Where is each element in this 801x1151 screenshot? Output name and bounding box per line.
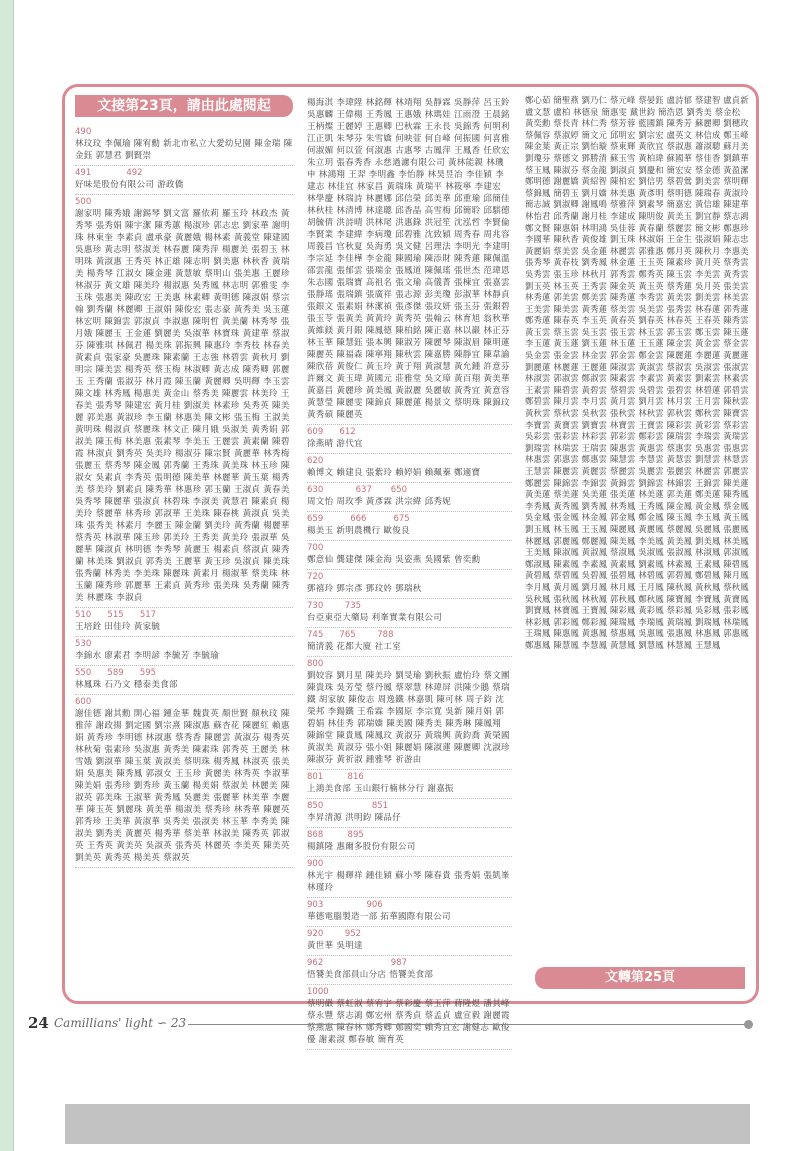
- postal-code: 903 906: [307, 900, 383, 910]
- donor-names: 劉姣容 劉月星 陳美玲 劉旻瑜 劉秋振 盧怡玲 蔡文團 陳貴珠 吳芳瑩 蔡丹鳳 蔡翠慧 林瑋屏 洪陳少鵝 蔡瑞鐵 胡家敏 陳俊志 周逸鐵 林嘉凱 陳可林 周子鈞 沈榮邦 李鍚鐵 王希霖 李國原 李宗寬 吳新 陳月娟 郭碧娟 林佳秀 郭瑞嬌 陳美國 陳秀美 陳秀琳 陳鳳翔 陳錦堂 陳貴鳳 陳鳳玟 黃淑芬 黃瑞興 黃鈞喬 黃榮國 黃淑美 黃淑芬 張小姐 陳麗娟 陳淑蓮 陳麗卿 沈淑珍 陳淑芬 黃祈淑 鍾雅琴 祈游由: [307, 671, 510, 765]
- donor-names: 周文怡 周玫季 黃彥霖 洪宗緯 邱秀妮: [307, 497, 452, 507]
- postal-section: [75, 166, 293, 195]
- postal-code: 920 952: [307, 929, 362, 939]
- postal-code: 620: [307, 456, 324, 466]
- postal-code: 491 492: [75, 168, 143, 178]
- postal-code: 800: [307, 659, 324, 669]
- footer-dot: [744, 1020, 753, 1029]
- donor-names: 楊美玉 新明農機行 歐俊良: [307, 526, 410, 536]
- postal-code: 490: [75, 127, 92, 137]
- postal-section: [307, 927, 512, 956]
- postal-section: [307, 828, 512, 857]
- continued-to-banner: 文轉第25頁: [535, 967, 745, 989]
- postal-code: 868 895: [307, 830, 364, 840]
- postal-code: 609 612: [307, 427, 356, 437]
- postal-section: [307, 799, 512, 828]
- donor-names: 好味是股份有限公司 游政僑: [75, 180, 184, 190]
- postal-section: [75, 608, 293, 637]
- postal-code: 801 816: [307, 772, 364, 782]
- column-3: [525, 95, 751, 935]
- postal-code: 659 666 675: [307, 514, 410, 524]
- column-3-names: 鄭心茹 簡聖燕 劉乃仁 蔡元峰 蔡晏鈺 盧詩郁 蔡建智 盧貞新 盧文慧 盧柏 林德泉 簡惠雯 戴世鈞 簡浩恩 劉秀美 蔡金松 黃奕勳 蔡長青 林仁秀 蔡芳蓉 藍國鎮 陳秀芳 蘇麗卿 劉穗玫 蔡佩容 蔡淑婷 簡文元 邱明宏 劉宗宏 盧英文 林信成 鄭玉峰 陳金葉 黃正宗 劉怡璇 蔡東輝 黃欣宜 蔡淑惠 蕭淑聰 蘇月美 劉瓊芬 蔡德文 鄧勝清 蘇玉雪 黃柏瑋 蘇國華 蔡佳香 劉鎮華 蔡玉鳳 陳淑芬 蔡金龍 劉淑貞 劉慶和 簡宏安 蔡金德 黃盈潔 鄭明德 謝麗嬌 黃紹智 陳柏宏 劉信男 蔡碧鶯 劉美雲 蔡明輝 蔡錦鳳 簡碧玉 劉月嬌 林美惠 黃彥明 蔡明德 陳瑞春 黃淑玲 簡志誠 劉淑卿 謝鳳鳴 蔡雅萍 劉素琴 簡嘉宏 黃信雄 陳建華 林怡君 邱秀蘭 謝月桂 李建成 陳明俊 黃美玉 劉宜靜 蔡志鴻 鄭文賢 陳惠娟 林明鴻 吳佳蓉 黃春蘭 蔡麗雲 簡文彬 鄭惠珍 李國華 陳秋香 黃俊雄 劉玉珠 林淑娟 王金生 張淑娟 陳志忠 黃麗娟 蔡美雲 吳金蓮 林麗雲 郭雅惠 鄭月英 陳秋月 李惠美 張秀琴 黃春枝 劉秀鳳 林金蓮 王玉英 陳素珍 黃月英 蔡秀雲 吳秀雲 張玉珍 林秋月 郭秀雲 鄭秀英 陳玉雲 李美雲 黃秀雲 劉玉英 林玉英 王秀雲 陳金英 黃玉英 蔡秀蓮 吳月英 張美雲 林秀蓮 郭美雲 鄭美雲 陳秀蓮 李秀雲 黃美雲 劉美雲 林美雲 王美雲 陳美雲 黃秀蓮 蔡美雲 吳美雲 張秀雲 林春蓮 郭秀蓮 鄭秀蓮 陳春英 李玉英 黃春英 劉春英 林春英 王春英 陳秀雲 黃玉雲 蔡玉雲 吳玉雲 張玉雲 林玉雲 郭玉雲 鄭玉雲 陳玉蓮 李玉蓮 黃玉蓮 劉玉蓮 林玉蓮 王玉蓮 陳金雲 黃金雲 蔡金雲 吳金雲 張金雲 林金雲 郭金雲 鄭金雲 陳麗蓮 李麗蓮 黃麗蓮 劉麗蓮 林麗蓮 王麗蓮 陳淑雲 黃淑雲 蔡淑雲 吳淑雲 張淑雲 林淑雲 郭淑雲 鄭淑雲 陳素雲 李素雲 黃素雲 劉素雲 林素雲 王素雲 陳碧雲 黃碧雲 蔡碧雲 吳碧雲 張碧雲 林碧蓮 郭碧雲 鄭碧雲 陳月雲 李月雲 黃月雲 劉月雲 林月雲 王月雲 陳秋雲 黃秋雲 蔡秋雲 吳秋雲 張秋雲 林秋雲 郭秋雲 鄭秋雲 陳寶雲 李寶雲 黃寶雲 劉寶雲 林寶雲 王寶雲 陳彩雲 黃彩雲 蔡彩雲 吳彩雲 張彩雲 林彩雲 郭彩雲 鄭彩雲 陳瑞雲 李瑞雲 黃瑞雲 劉瑞雲 林瑞雲 王瑞雲 陳惠雲 黃惠雲 蔡惠雲 吳惠雲 張惠雲 林惠雲 郭惠雲 鄭惠雲 陳慧雲 李慧雲 黃慧雲 劉慧雲 林慧雲 王慧雲 陳麗雲 黃麗雲 蔡麗雲 吳麗雲 張麗雲 林麗雲 郭麗雲 鄭麗雲 陳錦雲 李錦雲 黃錦雲 劉錦雲 林錦雲 王錦雲 陳美蓮 黃美蓮 蔡美蓮 吳美蓮 張美蓮 林美蓮 郭美蓮 鄭美蓮 陳秀鳳 李秀鳳 黃秀鳳 劉秀鳳 林秀鳳 王秀鳳 陳金鳳 黃金鳳 蔡金鳳 吳金鳳 張金鳳 林金鳳 郭金鳳 鄭金鳳 陳玉鳳 李玉鳳 黃玉鳳 劉玉鳳 林玉鳳 王玉鳳 陳麗鳳 黃麗鳳 蔡麗鳳 吳麗鳳 張麗鳳 林麗鳳 郭麗鳳 鄭麗鳳 陳美鳳 李美鳳 黃美鳳 劉美鳳 林美鳳 王美鳳 陳淑鳳 黃淑鳳 蔡淑鳳 吳淑鳳 張淑鳳 林淑鳳 郭淑鳳 鄭淑鳳 陳素鳳 李素鳳 黃素鳳 劉素鳳 林素鳳 王素鳳 陳碧鳳 黃碧鳳 蔡碧鳳 吳碧鳳 張碧鳳 林碧鳳 郭碧鳳 鄭碧鳳 陳月鳳 李月鳳 黃月鳳 劉月鳳 林月鳳 王月鳳 陳秋鳳 黃秋鳳 蔡秋鳳 吳秋鳳 張秋鳳 林秋鳳 郭秋鳳 鄭秋鳳 陳寶鳳 李寶鳳 黃寶鳳 劉寶鳳 林寶鳳 王寶鳳 陳彩鳳 黃彩鳳 蔡彩鳳 吳彩鳳 張彩鳳 林彩鳳 郭彩鳳 鄭彩鳳 陳瑞鳳 李瑞鳳 黃瑞鳳 劉瑞鳳 林瑞鳳 王瑞鳳 陳惠鳳 黃惠鳳 蔡惠鳳 吳惠鳳 張惠鳳 林惠鳳 郭惠鳳 鄭惠鳳 陳慧鳳 李慧鳳 黃慧鳳 劉慧鳳 林慧鳳 王慧鳳: [525, 95, 749, 650]
- donor-names: 上鴻美食部 玉山銀行楠林分行 謝嘉振: [307, 784, 454, 794]
- postal-section: [307, 898, 512, 927]
- postal-section: [307, 512, 512, 541]
- donor-names: 謝家明 陳秀娥 謝錫琴 劉文富 羅依莉 羅玉玲 林政杰 黃秀琴 張秀娟 陳宇潔 陳秀蕙 楊淑珍 郭志忠 劉家華 謝明珠 林東奎 李素貞 盧承豪 黃麗娥 楊林素 黃義堂 陳建國 吳惠珍 黃志明 蔡淑美 林春麗 陳秀萍 楊麗美 張碧玉 林明珠 黃淑惠 王秀英 林正雄 陳志明 劉美惠 林秋香 黃瑞美 楊秀琴 江淑女 陳金蓮 黃慧敏 蔡明山 張美惠 王麗珍 林淑芬 黃文雄 陳美玲 楊淑惠 吳秀鳳 林志明 郭雅雯 李玉珠 張惠美 陳政宏 王美惠 林素卿 黃明德 陳淑娟 蔡宗翰 劉秀蘭 林麗卿 王淑娟 陳俊宏 張志豪 黃秀美 吳玉蓮 林宏明 陳錦雲 郭淑貞 李淑惠 陳明哲 黃美蘭 林秀琴 張月娥 陳麗玉 王金蓮 劉麗美 吳淑華 林寶珠 黃建華 蔡淑芬 陳雅琪 林佩君 楊美珠 郭振興 陳惠玲 李秀枝 林春美 黃素貞 張家豪 吳麗珠 陳素蘭 王志強 林碧雲 黃秋月 劉明宗 陳美雲 楊秀英 蔡玉梅 林淑卿 黃志成 陳秀卿 郭麗玉 王秀蘭 張淑芬 林月霞 陳玉蘭 黃麗卿 吳明輝 李玉雲 陳文雄 林秀鳳 楊惠美 黃金山 蔡秀美 陳麗雲 林美玲 王春美 張秀琴 陳建宏 黃月桂 劉淑美 林素珍 吳秀英 陳美麗 郭美惠 黃淑珍 李玉蘭 林惠美 陳文彬 張玉梅 王淑美 黃明珠 楊淑貞 蔡麗珠 林文正 陳月娥 吳淑美 黃秀娟 郭淑美 陳玉梅 林美惠 張素琴 李美玉 王麗雲 黃素蘭 陳碧霞 林淑貞 劉秀英 吳美玲 楊淑芬 陳宗賢 黃麗華 林秀梅 張麗玉 蔡秀琴 陳金鳳 郭秀蘭 王秀珠 黃美珠 林玉珍 陳淑女 吳素貞 李秀英 張明德 陳美華 林麗華 黃玉葉 楊秀美 蔡美玲 劉素貞 陳秀華 林惠珍 郭玉蘭 王淑貞 黃春美 吳秀琴 陳麗華 張淑貞 林碧珠 李淑美 黃慧君 陳素貞 楊美玲 蔡麗華 林秀珍 郭淑華 王美珠 陳春桃 黃淑貞 吳美珠 張秀美 林素月 李麗玉 陳金蘭 劉美玲 黃秀蘭 楊麗華 蔡秀英 林淑華 陳玉珍 郭美玲 王秀美 黃美玲 張淑華 吳麗華 陳淑貞 林明德 李秀琴 黃麗玉 楊素貞 蔡淑貞 陳秀蘭 林美珠 劉淑貞 郭秀美 王麗華 黃玉珍 吳淑貞 陳美珠 張秀蘭 林秀美 李美珠 陳麗珠 黃素月 楊淑華 蔡美珠 林玉蘭 陳秀珍 郭麗華 王素貞 黃秀珍 張美珠 吳秀蘭 陳秀美 林麗珠 李淑貞: [75, 209, 290, 603]
- donor-names: 蔡明嚴 蔡虹淑 蔡宥宇 蔡彩慶 蔡玉萍 蔣隆煜 潘其峰 蔡永豐 蔡志鴻 鄭宏州 蔡秀貞 蔡孟貞 盧宣毅 謝麗霞 蔡燕惠 陳春林 鄭秀卿 鄭國奕 賴秀宜宏 謝健志 歐俊優 謝素淑 鄭春敏 簡育英: [307, 999, 510, 1045]
- postal-section: [75, 666, 293, 695]
- donor-names: 王培銓 田佳玲 黃家毓: [75, 622, 161, 632]
- magazine-title: Camillians' light ∽ 23: [54, 1016, 187, 1030]
- postal-code: 500: [75, 197, 92, 207]
- postal-section: [307, 857, 512, 898]
- page-number: 24: [28, 1014, 49, 1032]
- postal-section: [307, 770, 512, 799]
- bottom-gray-bar: [65, 1104, 750, 1144]
- postal-section: [307, 599, 512, 628]
- footer-rule: [188, 1024, 748, 1025]
- donor-names: 林光宇 楊輝祥 鍾佳穎 蘇小琴 陳春貴 張秀娟 張凱峯 林瑾玲: [307, 871, 510, 893]
- postal-section: [307, 454, 512, 483]
- postal-section: [307, 570, 512, 599]
- donor-names: 李昇清源 洪明鈞 陳品仔: [307, 813, 402, 823]
- donor-names: 楊海淇 李瑋陞 林銘輝 林靖翔 吳靜霖 吳靜萍 呂玉鈴 吳惠麟 王偉楊 王秀鳳 王惠娥 林瑪娃 江雨澄 王晨銘 王柄燦 王麗婷 王惠卿 巴秋霖 王永長 吳錦秀 何明利 江正凱 朱琴芬 朱雪嬌 何映萱 何自峰 何振國 何喜雅 何淑媚 何以萱 何淑惠 古惠琴 古鳳萍 王鳳香 任欣宏 朱立玥 張春秀香 永慈過濾有限公司 黃林能親 林璣申 林鴻翔 王羿 李明鑫 李怡靜 林昊昱冶 李佳穎 李建志 林佳宜 林家昌 黃瑞珠 黃瑞平 林筱寧 李建宏 林學慶 林瑞詩 林麗娜 邱信榮 邱美華 邱重瑜 邱簡佳 林秋桂 林清博 林達聰 邱香晶 高雪梅 邱簡聆 邱騏德 胡毓倩 洪詩晴 洪林尾 洪惠錄 洪冠笙 沈泓哲 李賢倫 李賢業 李建緯 李病瓊 邱碧雅 沈致穎 周秀春 周兆容 周義昌 官秋夏 吳海勇 吳文健 呂理法 李明光 李建明 李宗延 李佳樺 李金龍 陳國瑜 陳添財 陳秀蓮 陳佩溫 邵雲龍 張郁雲 張瑞金 張鳳道 陳佩瑤 張世杰 范瑋恩 朱志國 張瑞寶 高祖名 張文瑜 高儀菁 張棟宜 張嘉雲 張靜瑤 張瑞鎮 張廣祥 張志源 彭美瓊 彭淑華 林靜貞 張銀文 張素娟 林潔禎 張彥傑 張玟妍 張玉芬 張銀碧 張玉苓 張黃美 黃黃玲 黃秀英 張翰云 林育旭 翁秋華 黃維鎂 黃月銀 陳鳳德 陳柏銘 陳正嘉 林以巖 林正芬 林玉華 陳慧鈺 張本興 陳淑芳 陳麗琴 陳淑眉 陳明蓮 陳麗英 陳福森 陳寧翔 陳秋雲 陳嘉勝 陳靜宜 陳韋諭 陳欣蓓 黃俊仁 黃玉玲 黃于翔 黃淑慧 黃允鍾 許意芬 許爾文 黃玉瑋 黃國元 莊雅堂 吳文璋 黃百翔 黃美華 黃嘉昌 黃麗珍 黃美鳳 黃淑麗 吳麗敏 黃秀宜 黃意容 黃慧瑩 陳麗雯 陳錦貞 陳麗蓮 楊景文 蔡明珠 陳錦玟 黃秀碩 陳麗英: [307, 98, 510, 420]
- postal-section: [307, 425, 512, 454]
- donor-names: 李錦水 廖素君 李明諺 李毓芳 李毓瑜: [75, 651, 220, 661]
- postal-code: 600: [75, 697, 92, 707]
- postal-code: 700: [307, 543, 324, 553]
- postal-code: 745 765 788: [307, 630, 394, 640]
- donor-names: 簡清義 花都大廈 社工室: [307, 642, 402, 652]
- postal-section: [307, 95, 512, 425]
- donor-names: 鄭意仙 龔建傑 陳金海 吳姿燕 吳國紫 曾奕勳: [307, 555, 481, 565]
- postal-section: [307, 628, 512, 657]
- postal-section: [75, 637, 293, 666]
- postal-code: 730 735: [307, 601, 362, 611]
- column-2: [307, 95, 512, 1050]
- donor-names: 黃世華 吳明達: [307, 941, 363, 951]
- donor-names: 楊鎮隆 惠爾多股份有限公司: [307, 842, 416, 852]
- postal-code: 962 987: [307, 958, 407, 968]
- continued-from-banner: 文接第23頁，請由此處閱起: [75, 95, 293, 117]
- postal-section: [307, 956, 512, 985]
- postal-section: [75, 695, 293, 868]
- column-2-list: [307, 95, 512, 1050]
- postal-section: [307, 657, 512, 770]
- postal-code: 1000: [307, 987, 329, 997]
- donor-names: 華德電腦製造一部 拓華國際有限公司: [307, 912, 451, 922]
- column-1: [75, 95, 293, 868]
- postal-code: 630 637 650: [307, 485, 408, 495]
- donor-names: 悟饕美食部員山分店 悟饕美食部: [307, 970, 434, 980]
- postal-section: [307, 541, 512, 570]
- donor-names: 台亞東亞大藥局 利峯實業有限公司: [307, 613, 443, 623]
- postal-code: 720: [307, 572, 324, 582]
- donor-names: 賴博文 賴建良 張紫玲 賴婷娟 賴珮蓁 鄭適寶: [307, 468, 481, 478]
- postal-section: [75, 125, 293, 166]
- donor-names: 謝佳德 謝其勳 開心福 鍾金華 魏貴英 顏世賢 顏秋玟 陳雅萍 謝政揚 劉定國 劉宗熹 陳淑惠 蘇杏花 陳麗紅 賴惠娟 黃秀珍 李明德 林淑惠 蔡秀香 陳麗雲 黃淑芬 楊秀英 林秋菊 張素珍 吳淑惠 黃秀美 陳素珠 郭秀英 王麗美 林雪娥 劉淑華 陳玉葉 黃淑美 蔡明珠 楊秀鳳 林淑英 張美娟 吳惠美 陳秀鳳 郭淑女 王玉珍 黃麗美 林秀英 李淑華 陳美娟 張秀珍 劉秀珍 黃玉蘭 楊美娟 蔡淑美 林麗美 陳淑英 郭美珠 王淑華 黃秀鳳 吳麗美 張麗華 林美華 李麗華 陳玉英 劉麗珠 黃美華 楊淑美 蔡秀珍 林秀華 陳麗英 郭秀珍 王美華 黃淑華 吳秀美 張淑美 林玉華 李秀美 陳淑美 劉秀美 黃麗英 楊秀華 蔡美華 林淑美 陳秀英 郭淑英 王秀英 黃美英 吳淑英 張秀英 林麗英 李美英 陳美英 劉美英 黃秀英 楊美英 蔡淑英: [75, 709, 290, 863]
- postal-code: 530: [75, 639, 92, 649]
- side-color-strip: [0, 0, 14, 1151]
- column-1-list: [75, 125, 293, 868]
- postal-code: 850 851: [307, 801, 389, 811]
- postal-code: 550 589 595: [75, 668, 157, 678]
- donor-names: 林鳳珠 石乃文 穩泰美食部: [75, 680, 178, 690]
- donor-names: 徐燕晴 游代宜: [307, 439, 363, 449]
- postal-code: 510 515 517: [75, 610, 157, 620]
- postal-code: 900: [307, 859, 324, 869]
- postal-section: [307, 483, 512, 512]
- donor-names: 鄧禧玲 鄧宗彥 鄧玟妗 鄧瑞秋: [307, 584, 422, 594]
- page-footer: [28, 1014, 758, 1034]
- postal-section: [75, 195, 293, 608]
- donor-names: 林玟玟 李佩瑜 陳宥勳 新北市私立大愛幼兒園 陳金瑞 陳金鈺 郭慧君 劉賢崇: [75, 139, 293, 161]
